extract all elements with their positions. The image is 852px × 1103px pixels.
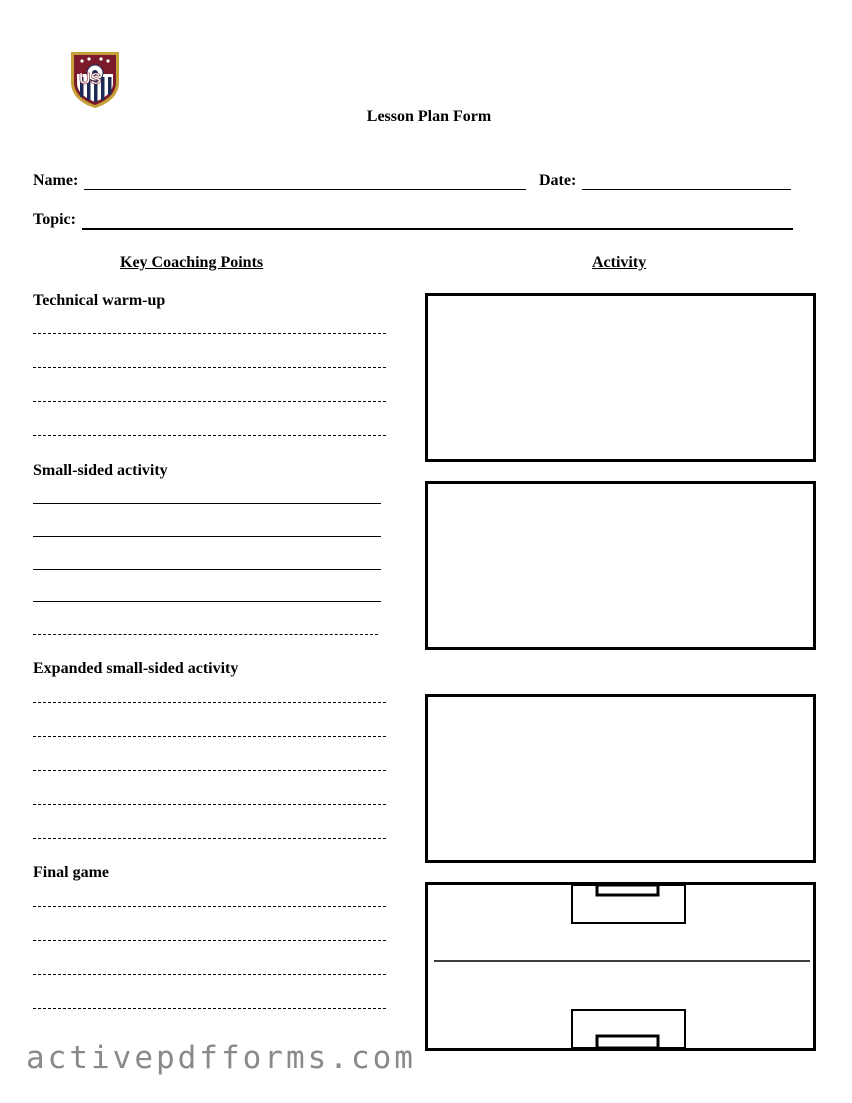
- key-coaching-points-header: Key Coaching Points: [120, 254, 264, 271]
- name-label: Name:: [33, 172, 79, 189]
- soccer-field-diagram-icon: [428, 885, 813, 1048]
- coaching-point-line[interactable]: [33, 601, 381, 602]
- coaching-point-line[interactable]: [33, 401, 386, 402]
- coaching-point-line[interactable]: [33, 536, 381, 537]
- name-field[interactable]: [84, 189, 526, 190]
- watermark: activepdfforms.com: [26, 1040, 416, 1076]
- date-field[interactable]: [582, 189, 791, 190]
- topic-field[interactable]: [82, 228, 793, 230]
- coaching-point-line[interactable]: [33, 333, 386, 334]
- coaching-point-line[interactable]: [33, 1008, 386, 1009]
- activity-box-final-game-field[interactable]: [425, 882, 816, 1051]
- date-label: Date:: [539, 172, 577, 189]
- coaching-point-line[interactable]: [33, 367, 386, 368]
- coaching-point-line[interactable]: [33, 435, 386, 436]
- coaching-point-line[interactable]: [33, 736, 386, 737]
- coaching-point-line[interactable]: [33, 634, 378, 635]
- us-soccer-crest-icon: [68, 50, 122, 110]
- coaching-point-line[interactable]: [33, 974, 386, 975]
- coaching-point-line[interactable]: [33, 770, 386, 771]
- section-label-technical-warm-up: Technical warm-up: [33, 292, 166, 309]
- activity-box-expanded-small-sided-activity[interactable]: [425, 694, 816, 863]
- form-title: Lesson Plan Form: [366, 108, 492, 125]
- topic-label: Topic:: [33, 211, 76, 228]
- coaching-point-line[interactable]: [33, 940, 386, 941]
- activity-box-technical-warm-up[interactable]: [425, 293, 816, 462]
- logo: [68, 50, 122, 110]
- coaching-point-line[interactable]: [33, 569, 381, 570]
- svg-text:US: US: [79, 71, 102, 88]
- activity-header: Activity: [592, 254, 647, 271]
- coaching-point-line[interactable]: [33, 838, 386, 839]
- section-label-final-game: Final game: [33, 864, 109, 881]
- coaching-point-line[interactable]: [33, 702, 386, 703]
- coaching-point-line[interactable]: [33, 906, 386, 907]
- coaching-point-line[interactable]: [33, 804, 386, 805]
- section-label-small-sided-activity: Small-sided activity: [33, 462, 168, 479]
- activity-box-small-sided-activity[interactable]: [425, 481, 816, 650]
- coaching-point-line[interactable]: [33, 503, 381, 504]
- section-label-expanded-small-sided-activity: Expanded small-sided activity: [33, 660, 239, 677]
